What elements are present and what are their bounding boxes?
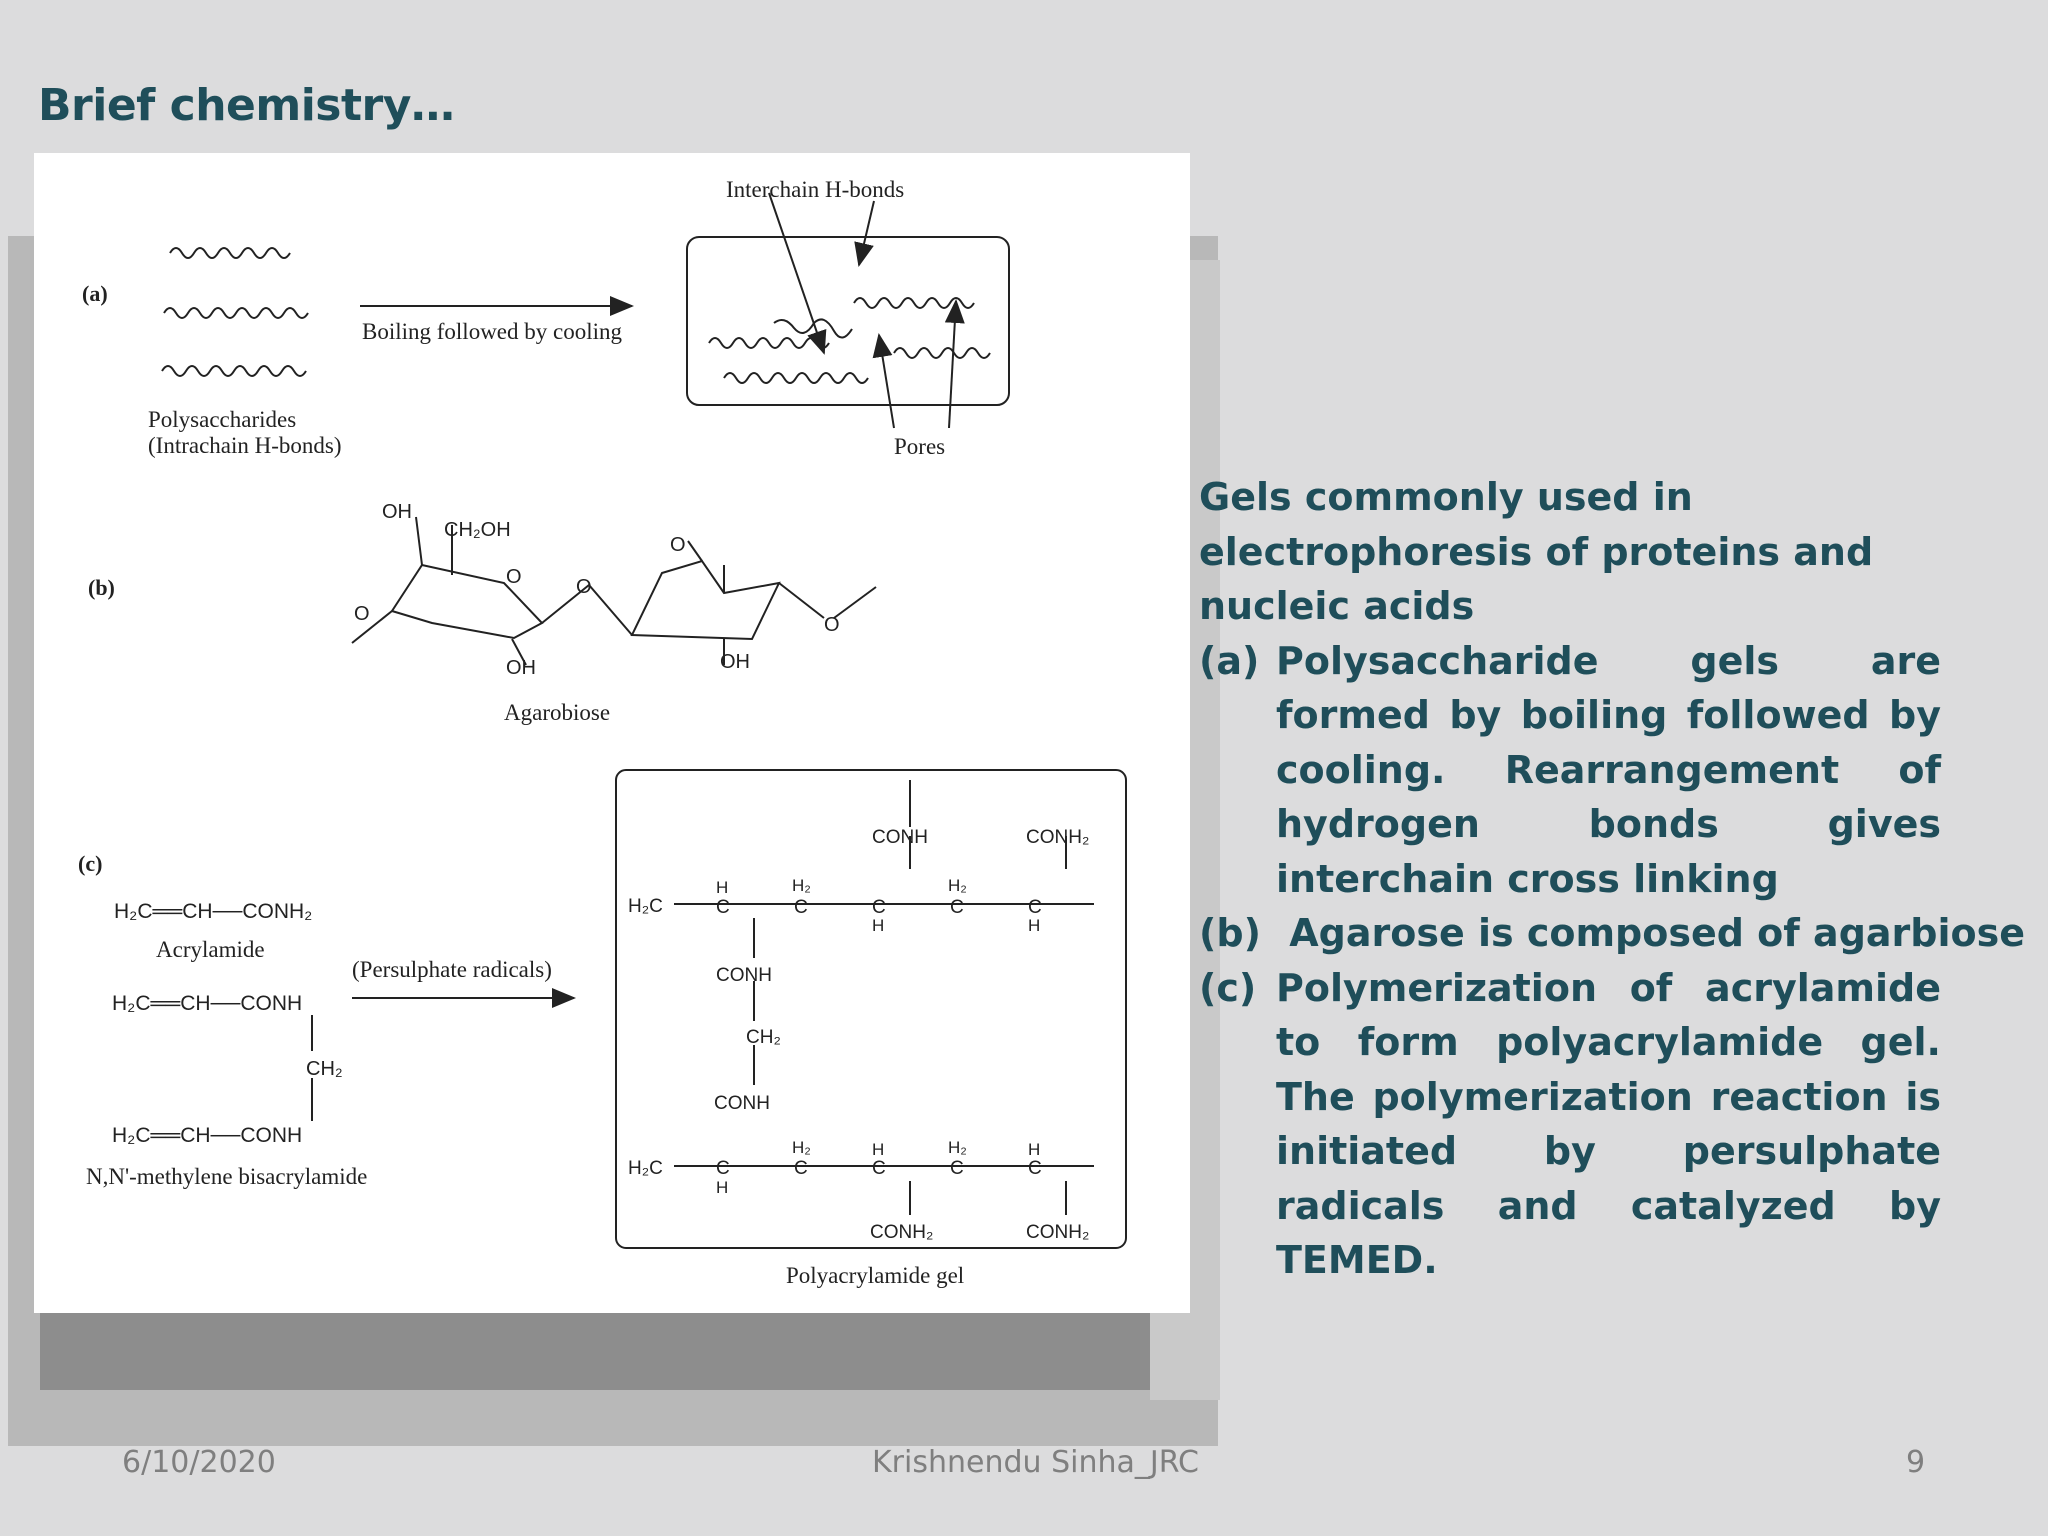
polyacrylamide-gel-label: Polyacrylamide gel (786, 1263, 965, 1288)
intro-text: Gels commonly used in electrophoresis of proteins and nucleic acids (1199, 475, 1874, 628)
list-item-a (1199, 634, 1941, 907)
ch2-mid: CH₂ (746, 1027, 781, 1048)
gel-network-box (687, 237, 1009, 405)
c-bot-5: C (1028, 1158, 1042, 1179)
agarobiose-ring-2 (632, 561, 779, 639)
list-label-a: (a) (1199, 638, 1260, 683)
persulphate-label: (Persulphate radicals) (352, 957, 552, 982)
acrylamide-formula: H₂C══CH──CONH₂ (114, 900, 313, 923)
footer-page-number: 9 (1906, 1445, 1926, 1480)
polysaccharide-chain-1 (170, 248, 290, 258)
h2-top-2: H₂ (948, 876, 967, 895)
list-text-a: Polysaccharide gels are formed by boiling followed by cooling. Rearrangement of hydrogen bonds gives interchain cross linking (1276, 638, 1941, 901)
oh-label-2: OH (506, 657, 536, 679)
ring-oxygen-2: O (670, 534, 686, 556)
oh-label-1: OH (382, 501, 412, 523)
bis-formula-bottom: H₂C══CH──CONH (112, 1124, 303, 1147)
slide-title: Brief chemistry… (38, 80, 455, 131)
intrachain-label: (Intrachain H-bonds) (148, 433, 342, 458)
conh-mid-2: CONH (714, 1093, 770, 1114)
bis-ch2: CH₂ (306, 1058, 343, 1080)
h-top-2: H (872, 916, 885, 935)
h-bot-2: H (872, 1140, 885, 1159)
boiling-arrow-label: Boiling followed by cooling (362, 319, 623, 344)
list-label-b: (b) (1199, 911, 1261, 955)
c-top-1: C (716, 897, 730, 918)
figure-shadow-inner (40, 1300, 1160, 1390)
acrylamide-label: Acrylamide (156, 937, 265, 962)
gel-chemistry-figure (34, 153, 1190, 1313)
bisacrylamide-label: N,N'-methylene bisacrylamide (86, 1164, 368, 1189)
conh2-bot-2: CONH₂ (1026, 1222, 1090, 1243)
c-top-2: C (794, 897, 808, 918)
conh2-bot-1: CONH₂ (870, 1222, 934, 1243)
h2c-bottom: H₂C (628, 1158, 663, 1179)
list-label-c: (c) (1199, 965, 1257, 1010)
list-item-b (1199, 906, 2025, 961)
interchain-hbonds-label: Interchain H-bonds (726, 177, 905, 202)
polysaccharide-chain-3 (162, 366, 306, 376)
list-text-b: Agarose is composed of agarbiose (1276, 911, 2025, 955)
agarobiose-label: Agarobiose (504, 700, 611, 725)
list-item-c (1199, 961, 1941, 1288)
h2-bot-1: H₂ (792, 1138, 811, 1157)
h2c-top: H₂C (628, 896, 663, 917)
left-oxygen: O (354, 603, 370, 625)
h2-bot-2: H₂ (948, 1138, 967, 1157)
ring-oxygen-1: O (506, 566, 522, 588)
conh2-top: CONH₂ (1026, 827, 1090, 848)
pores-label: Pores (894, 434, 946, 459)
label-c: (c) (78, 851, 103, 876)
conh-mid-1: CONH (716, 965, 772, 986)
c-bot-4: C (950, 1158, 964, 1179)
polyacrylamide-structure (628, 827, 1089, 1243)
c-top-5: C (1028, 897, 1042, 918)
h-top-3: H (1028, 916, 1041, 935)
explanation-text (1199, 470, 2025, 1288)
h2-top-1: H₂ (792, 876, 811, 895)
figure-drawing (34, 153, 1190, 1313)
conh-top: CONH (872, 827, 928, 848)
footer-date: 6/10/2020 (122, 1445, 276, 1480)
c-bot-1: C (716, 1158, 730, 1179)
c-bot-3: C (872, 1158, 886, 1179)
bis-formula-top: H₂C══CH──CONH (112, 992, 303, 1015)
h-bot-1: H (716, 1178, 729, 1197)
c-top-3: C (872, 897, 886, 918)
bridge-oxygen: O (576, 576, 592, 598)
polysaccharides-label: Polysaccharides (148, 407, 297, 432)
h-bot-3: H (1028, 1140, 1041, 1159)
polysaccharide-chain-2 (164, 308, 308, 318)
c-bot-2: C (794, 1158, 808, 1179)
h-top-1: H (716, 878, 729, 897)
ch2oh-label: CH₂OH (444, 519, 511, 541)
label-a: (a) (82, 281, 108, 306)
right-oxygen: O (824, 614, 840, 636)
label-b: (b) (88, 575, 115, 600)
footer-author: Krishnendu Sinha_JRC (872, 1445, 1199, 1480)
list-text-c: Polymerization of acrylamide to form polyacrylamide gel. The polymerization reaction is initiated by persulphate radicals and catalyzed by TEMED. (1276, 965, 1941, 1282)
c-top-4: C (950, 897, 964, 918)
oh-label-3: OH (720, 651, 750, 673)
